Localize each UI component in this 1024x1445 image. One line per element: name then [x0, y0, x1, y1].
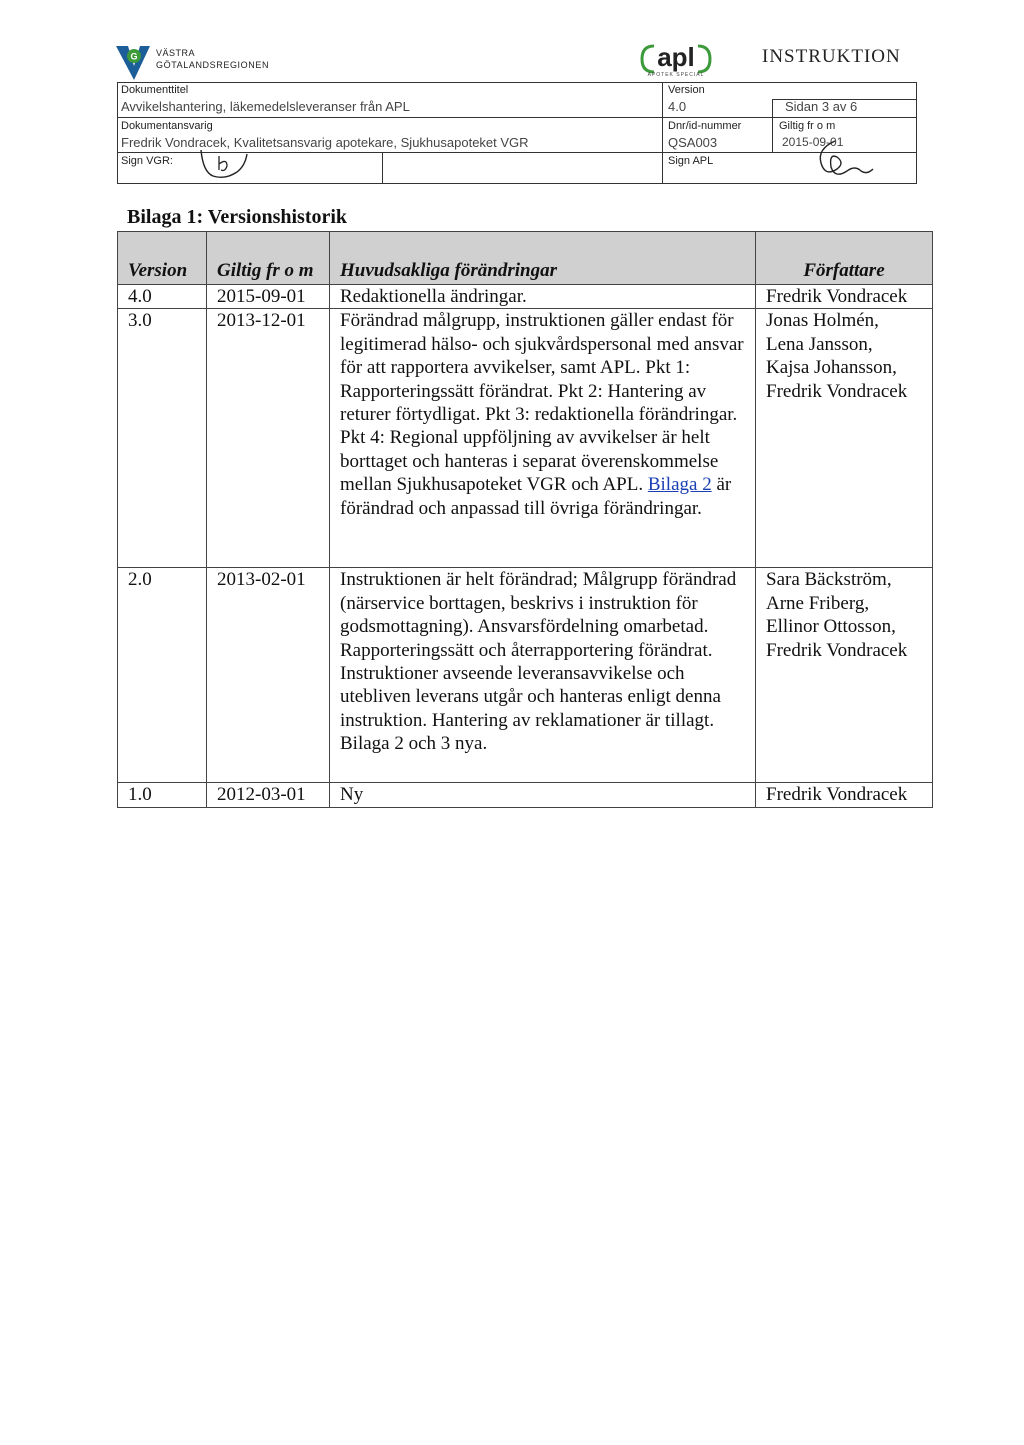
row-authors [756, 309, 933, 568]
version-value: 4.0 [668, 99, 687, 114]
apl-logo-text: apl [657, 42, 695, 72]
author-name: Arne Friberg, [766, 592, 870, 614]
author-name: Jonas Holmén, [766, 310, 879, 332]
table-row [118, 285, 933, 309]
signature-apl-icon [807, 137, 877, 185]
row-authors [756, 783, 933, 807]
org-name-line1: VÄSTRA [156, 48, 196, 58]
sign-vgr-label: Sign VGR: [121, 155, 173, 167]
vgr-logo-mark-icon [112, 44, 152, 80]
author-name: Fredrik Vondracek [766, 286, 908, 307]
vgr-logo [112, 40, 352, 80]
id-number-value: QSA003 [668, 135, 718, 150]
table-row [118, 783, 933, 807]
table-row [118, 309, 933, 568]
owner-value: Fredrik Vondracek, Kvalitetsansvarig apotekare, Sjukhusapoteket VGR [121, 135, 529, 150]
col-header-changes: Huvudsakliga förändringar [330, 232, 756, 285]
apl-logo-subtext: APOTEK SPECIAL [647, 72, 705, 78]
doc-title-label: Dokumenttitel [121, 84, 189, 96]
row-changes: Redaktionella ändringar. [330, 285, 756, 309]
changes-text: Förändrad målgrupp, instruktionen gäller endast för legitimerad hälso- och sjukvårdspersonal med ansvar för att rapportera avvikelser, samt APL. Pkt 1: Rapporteringssätt förändrat. Pkt 2: Hantering av returer förtydligat. Pkt 3: redaktionella förändringar. Pkt 4: Regional uppföljning av avvikelser är helt borttaget och hanteras i separat överenskommelse mellan Sjukhusapoteket VGR och APL. [340, 310, 744, 496]
document-header-table [117, 82, 917, 184]
org-name-line2: GÖTALANDSREGIONEN [156, 60, 270, 70]
appendix-heading: Bilaga 1: Versionshistorik [127, 206, 348, 228]
row-date: 2013-12-01 [207, 309, 330, 568]
version-history-table [117, 231, 933, 808]
row-authors [756, 285, 933, 309]
valid-from-value: 2015-09-01 [782, 135, 844, 149]
author-name: Fredrik Vondracek [766, 639, 908, 661]
row-version: 1.0 [118, 783, 207, 807]
col-header-authors: Författare [756, 232, 933, 285]
page-number: Sidan 3 av 6 [785, 99, 858, 114]
id-number-label: Dnr/id-nummer [668, 120, 742, 132]
row-version: 2.0 [118, 568, 207, 783]
author-name: Lena Jansson, [766, 333, 873, 355]
row-authors [756, 568, 933, 783]
row-changes: Ny [330, 783, 756, 807]
apl-logo [636, 44, 716, 78]
row-changes [330, 309, 756, 568]
svg-text:G: G [130, 51, 138, 62]
signature-vgr-icon [197, 132, 257, 184]
row-version: 3.0 [118, 309, 207, 568]
author-name: Ellinor Ottosson, [766, 616, 896, 638]
doc-title-value: Avvikelshantering, läkemedelsleveranser från APL [121, 99, 410, 114]
changes-text-end: är förändrad och anpassad till övriga förändringar. [340, 474, 732, 519]
author-name: Sara Bäckström, [766, 569, 892, 591]
valid-from-label: Giltig fr o m [779, 120, 836, 132]
author-name: Fredrik Vondracek [766, 784, 908, 806]
version-label: Version [668, 84, 705, 96]
row-date: 2013-02-01 [207, 568, 330, 783]
row-date: 2015-09-01 [207, 285, 330, 309]
table-row [118, 568, 933, 783]
table-header-row [118, 232, 933, 285]
bilaga-2-link[interactable]: Bilaga 2 [647, 474, 712, 496]
sign-apl-label: Sign APL [668, 155, 714, 167]
row-changes: Instruktionen är helt förändrad; Målgrupp förändrad (närservice borttagen, beskrivs i instruktion för godsmottagning). Ansvarsfördelning omarbetad. Rapporteringssätt och återrapportering förändrat. Instruktioner avseende leveransavvikelse och utebliven leverans utgår och hanteras enligt denna instruktion. Hantering av reklamationer är tillagt. Bilaga 2 och 3 nya. [330, 568, 756, 783]
row-version: 4.0 [118, 285, 207, 309]
col-header-version: Version [118, 232, 207, 285]
owner-label: Dokumentansvarig [121, 120, 213, 132]
col-header-valid-from: Giltig fr o m [207, 232, 330, 285]
row-date: 2012-03-01 [207, 783, 330, 807]
author-name: Fredrik Vondracek [766, 380, 908, 402]
document-type: INSTRUKTION [762, 46, 901, 67]
author-name: Kajsa Johansson, [766, 357, 897, 379]
